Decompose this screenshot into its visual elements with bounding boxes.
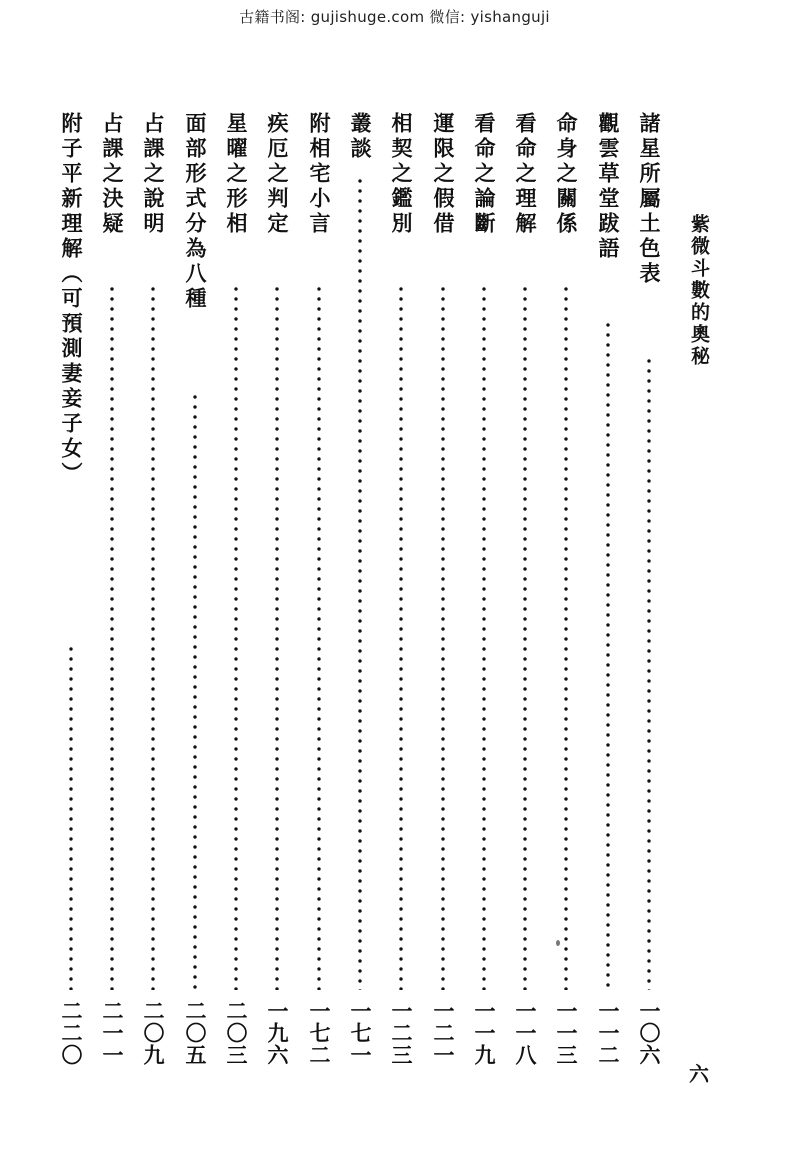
toc-entry — [468, 0, 500, 1066]
toc-entry-page: 一一九 — [472, 1000, 497, 1066]
toc-entry-page: 一二一 — [431, 1000, 456, 1066]
running-head: 紫微斗數的奧秘 — [688, 214, 710, 368]
toc-entry — [385, 0, 417, 1066]
toc-entry — [137, 0, 169, 1066]
toc-entry-page: 一二三 — [389, 1000, 414, 1066]
toc-entry-title: 相契之鑑別 — [389, 112, 414, 237]
toc-dot-leader — [193, 392, 197, 990]
toc-entry-page: 二〇九 — [141, 1000, 166, 1066]
toc-dot-leader — [275, 284, 279, 990]
toc-entry-title: 疾厄之判定 — [265, 112, 290, 237]
page-number: 六 — [689, 1062, 709, 1086]
toc-entry-title: 面部形式分為八種 — [183, 112, 208, 312]
toc-entry-title: 占課之決疑 — [100, 112, 125, 237]
toc-entry-title: 觀雲草堂跋語 — [596, 112, 621, 262]
toc-entry — [592, 0, 624, 1066]
scan-speck — [556, 940, 560, 946]
toc-dot-leader — [647, 356, 651, 990]
toc-dot-leader — [482, 284, 486, 990]
toc-entry-page: 一七二 — [307, 1000, 332, 1066]
toc-entry — [427, 0, 459, 1066]
toc-dot-leader — [234, 284, 238, 990]
toc-entry-page: 一〇六 — [637, 1000, 662, 1066]
toc-dot-leader — [110, 284, 114, 990]
toc-dot-leader — [151, 284, 155, 990]
toc-entry — [633, 0, 665, 1066]
toc-entry-page: 一九六 — [265, 1000, 290, 1066]
toc-entry-page: 一一八 — [513, 1000, 538, 1066]
toc-entry-page: 一七一 — [348, 1000, 373, 1066]
toc-dot-leader — [358, 176, 362, 990]
toc-entry-title: 占課之說明 — [141, 112, 166, 237]
toc-entry-page: 二一一 — [100, 1000, 125, 1066]
toc-entry — [550, 0, 582, 1066]
toc-entry — [261, 0, 293, 1066]
toc-entry-title: 附子平新理解（可預測妻妾子女） — [59, 112, 84, 487]
toc-entry — [179, 0, 211, 1066]
toc-entry — [96, 0, 128, 1066]
toc-entry-title: 看命之理解 — [513, 112, 538, 237]
toc-entry — [55, 0, 87, 1066]
toc-entry-title: 運限之假借 — [431, 112, 456, 237]
toc-entry — [344, 0, 376, 1066]
watermark-text: 古籍书阁: gujishuge.com 微信: yishanguji — [239, 8, 550, 26]
toc-dot-leader — [564, 284, 568, 990]
toc-entry-page: 一一三 — [554, 1000, 579, 1066]
toc-entry-page: 二〇三 — [224, 1000, 249, 1066]
toc-dot-leader — [399, 284, 403, 990]
toc-dot-leader — [606, 320, 610, 990]
toc-entry-title: 諸星所屬土色表 — [637, 112, 662, 287]
toc-dot-leader — [69, 644, 73, 990]
toc-entry — [220, 0, 252, 1066]
toc-entry-title: 附相宅小言 — [307, 112, 332, 237]
toc-entry — [303, 0, 335, 1066]
toc-dot-leader — [523, 284, 527, 990]
toc-entry-page: 一一二 — [596, 1000, 621, 1066]
toc-entry-page: 二二〇 — [59, 1000, 84, 1066]
toc-entry — [509, 0, 541, 1066]
toc-entry-title: 命身之關係 — [554, 112, 579, 237]
toc-dot-leader — [317, 284, 321, 990]
toc-dot-leader — [441, 284, 445, 990]
toc-entry-page: 二〇五 — [183, 1000, 208, 1066]
toc-entry-title: 星曜之形相 — [224, 112, 249, 237]
toc-entry-title: 叢談 — [348, 112, 373, 162]
toc-entry-title: 看命之論斷 — [472, 112, 497, 237]
